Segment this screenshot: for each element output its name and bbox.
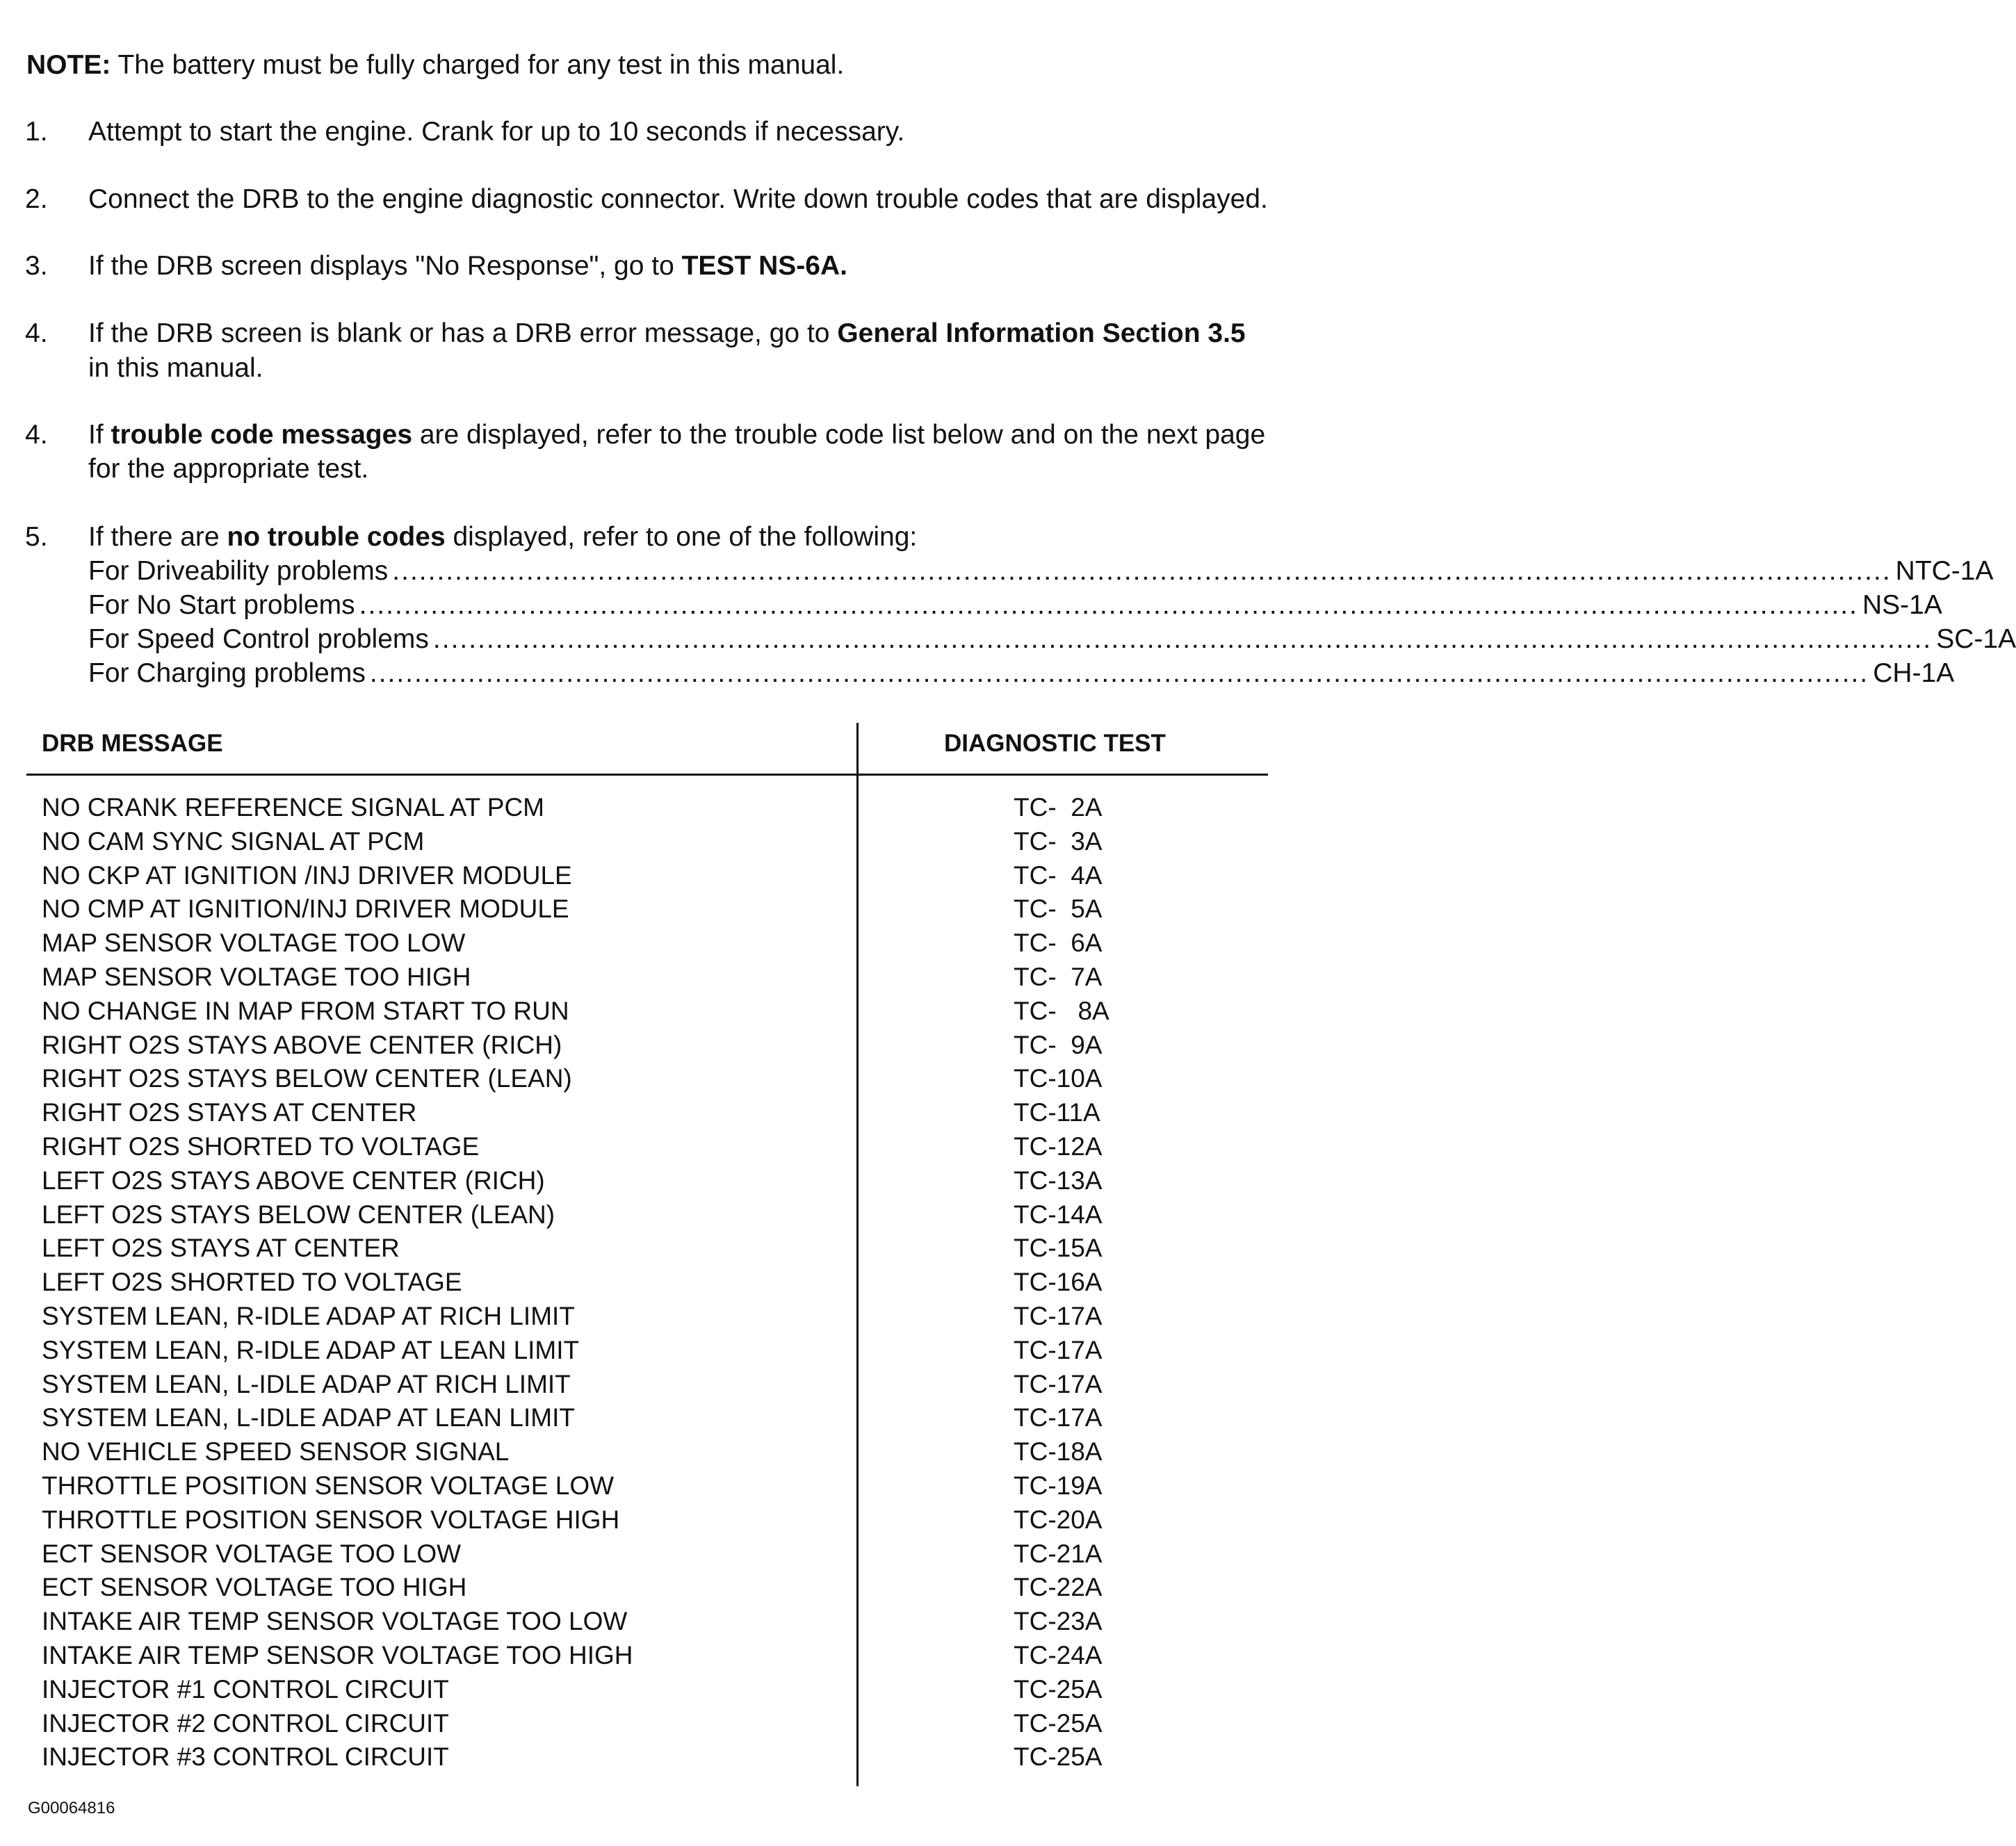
table-body (0, 794, 1329, 1778)
row-message: INJECTOR #1 CONTROL CIRCUIT (42, 1674, 449, 1704)
row-test: TC-19A (1014, 1471, 1103, 1500)
row-test: TC-25A (1014, 1742, 1103, 1772)
leader-dots: ........................................................................................................................................................................ (369, 658, 1869, 688)
row-test: TC- 3A (1014, 826, 1103, 856)
ref-label: For Driveability problems (88, 556, 389, 586)
table-row (0, 998, 1329, 1032)
table-row (0, 1710, 1329, 1745)
table-row (0, 1337, 1329, 1371)
ref-label: For Charging problems (88, 658, 366, 688)
step-text-pre: If there are (88, 522, 227, 552)
row-test: TC-14A (1014, 1200, 1103, 1229)
row-message: SYSTEM LEAN, R-IDLE ADAP AT RICH LIMIT (42, 1301, 575, 1330)
row-message: THROTTLE POSITION SENSOR VOLTAGE LOW (42, 1471, 615, 1500)
row-test: TC-18A (1014, 1437, 1103, 1467)
row-test: TC-25A (1014, 1708, 1103, 1738)
table-row (0, 1405, 1329, 1439)
table-row (0, 1473, 1329, 1507)
table-row (0, 828, 1329, 863)
leader-dots: ........................................................................................................................................................................ (432, 624, 1933, 654)
row-message: RIGHT O2S STAYS ABOVE CENTER (RICH) (42, 1030, 562, 1059)
leader-dots: ........................................................................................................................................................................ (359, 590, 1858, 620)
step-text-bold: TEST NS-6A. (681, 251, 847, 281)
row-test: TC- 2A (1014, 793, 1103, 822)
note-text: The battery must be fully charged for any test in this manual. (111, 50, 845, 80)
table-row (0, 1235, 1329, 1269)
ref-driveability (88, 556, 1994, 586)
step-text (88, 320, 1246, 347)
row-test: TC- 4A (1014, 860, 1103, 890)
table-row (0, 860, 1329, 897)
ref-code: NS-1A (1862, 590, 1942, 620)
row-test: TC- 8A (1014, 996, 1109, 1025)
ref-no-start (88, 590, 1942, 620)
table-row (0, 1202, 1329, 1236)
row-message: NO CHANGE IN MAP FROM START TO RUN (42, 996, 569, 1025)
step-text-post: displayed, refer to one of the following: (445, 522, 918, 552)
row-test: TC-20A (1014, 1505, 1103, 1534)
step-text-post: are displayed, refer to the trouble code list below and on the next page (412, 420, 1266, 450)
table-row (0, 1269, 1329, 1303)
table-row (0, 1100, 1329, 1134)
row-message: NO CKP AT IGNITION /INJ DRIVER MODULE (42, 860, 572, 890)
ref-code: NTC-1A (1895, 556, 1994, 586)
step-text (88, 523, 917, 550)
row-message: LEFT O2S STAYS ABOVE CENTER (RICH) (42, 1166, 545, 1195)
table-row (0, 1168, 1329, 1202)
row-message: INJECTOR #2 CONTROL CIRCUIT (42, 1708, 449, 1738)
row-message: INJECTOR #3 CONTROL CIRCUIT (42, 1742, 449, 1772)
step-text-line2: for the appropriate test. (88, 454, 369, 484)
table-row (0, 1608, 1329, 1642)
row-message: NO CMP AT IGNITION/INJ DRIVER MODULE (42, 895, 569, 924)
row-test: TC- 9A (1014, 1030, 1103, 1059)
row-test: TC-23A (1014, 1607, 1103, 1636)
row-message: INTAKE AIR TEMP SENSOR VOLTAGE TOO LOW (42, 1607, 628, 1636)
row-test: TC- 5A (1014, 895, 1103, 924)
table-row (0, 1134, 1329, 1168)
row-test: TC-22A (1014, 1573, 1103, 1602)
note (26, 51, 844, 79)
table-row (0, 1439, 1329, 1473)
step-text-bold: trouble code messages (111, 420, 413, 450)
row-test: TC-25A (1014, 1674, 1103, 1704)
row-message: SYSTEM LEAN, R-IDLE ADAP AT LEAN LIMIT (42, 1335, 580, 1364)
step-number: 1. (25, 117, 48, 147)
table-row (0, 1032, 1329, 1066)
step-text: Attempt to start the engine. Crank for up to 10 seconds if necessary. (88, 117, 905, 147)
header-drb-message: DRB MESSAGE (42, 730, 223, 757)
step-text-bold: General Information Section 3.5 (837, 318, 1246, 348)
table-row (0, 1642, 1329, 1676)
ref-label: For No Start problems (88, 590, 355, 620)
table-row (0, 1303, 1329, 1337)
row-message: NO CRANK REFERENCE SIGNAL AT PCM (42, 793, 544, 822)
note-label: NOTE: (26, 50, 111, 80)
row-test: TC- 7A (1014, 962, 1103, 991)
table-row (0, 930, 1329, 964)
row-test: TC-24A (1014, 1640, 1103, 1669)
row-message: LEFT O2S SHORTED TO VOLTAGE (42, 1268, 462, 1297)
step-text-pre: If the DRB screen is blank or has a DRB error message, go to (88, 318, 838, 348)
row-message: LEFT O2S STAYS BELOW CENTER (LEAN) (42, 1200, 555, 1229)
step-text-bold: no trouble codes (227, 522, 446, 552)
row-message: LEFT O2S STAYS AT CENTER (42, 1234, 400, 1263)
row-test: TC-17A (1014, 1369, 1103, 1398)
step-text-pre: If the DRB screen displays "No Response", go to (88, 251, 682, 281)
row-message: ECT SENSOR VOLTAGE TOO LOW (42, 1539, 462, 1568)
step-number: 4. (25, 318, 48, 348)
ref-charging (88, 658, 1955, 688)
table-row (0, 1507, 1329, 1541)
figure-id: G00064816 (28, 1799, 115, 1818)
row-message: ECT SENSOR VOLTAGE TOO HIGH (42, 1573, 467, 1602)
row-test: TC-21A (1014, 1539, 1103, 1568)
table-row (0, 794, 1329, 828)
row-test: TC-10A (1014, 1064, 1103, 1093)
step-text-pre: If (88, 420, 111, 450)
table-row (0, 964, 1329, 998)
table-row (0, 1541, 1329, 1575)
table-row (0, 1676, 1329, 1710)
step-number: 3. (25, 251, 48, 281)
row-test: TC-11A (1014, 1098, 1100, 1127)
row-test: TC-17A (1014, 1301, 1103, 1330)
row-message: INTAKE AIR TEMP SENSOR VOLTAGE TOO HIGH (42, 1640, 633, 1669)
row-message: MAP SENSOR VOLTAGE TOO HIGH (42, 962, 471, 991)
row-test: TC-17A (1014, 1403, 1103, 1432)
row-message: NO CAM SYNC SIGNAL AT PCM (42, 826, 425, 856)
row-message: RIGHT O2S STAYS BELOW CENTER (LEAN) (42, 1064, 572, 1093)
row-message: NO VEHICLE SPEED SENSOR SIGNAL (42, 1437, 510, 1467)
ref-label: For Speed Control problems (88, 624, 429, 654)
row-test: TC-17A (1014, 1335, 1103, 1364)
ref-speed-control (88, 624, 2016, 654)
step-text: Connect the DRB to the engine diagnostic connector. Write down trouble codes that are displayed. (88, 184, 1268, 214)
step-text (88, 421, 1265, 448)
row-message: SYSTEM LEAN, L-IDLE ADAP AT RICH LIMIT (42, 1369, 571, 1398)
step-text-line2: in this manual. (88, 353, 263, 383)
row-message: MAP SENSOR VOLTAGE TOO LOW (42, 929, 466, 958)
row-test: TC-16A (1014, 1268, 1103, 1297)
row-message: RIGHT O2S STAYS AT CENTER (42, 1098, 417, 1127)
row-test: TC-13A (1014, 1166, 1103, 1195)
table-row (0, 1065, 1329, 1100)
table-row (0, 1744, 1329, 1778)
row-message: RIGHT O2S SHORTED TO VOLTAGE (42, 1132, 480, 1161)
header-divider (26, 774, 1268, 776)
ref-code: SC-1A (1936, 624, 2016, 654)
row-test: TC-12A (1014, 1132, 1103, 1161)
table-row (0, 896, 1329, 930)
step-number: 4. (25, 420, 48, 450)
row-test: TC- 6A (1014, 929, 1103, 958)
header-diagnostic-test: DIAGNOSTIC TEST (944, 730, 1166, 757)
table-row (0, 1574, 1329, 1608)
ref-code: CH-1A (1873, 658, 1955, 688)
step-number: 2. (25, 184, 48, 214)
step-text (88, 252, 847, 279)
row-test: TC-15A (1014, 1234, 1103, 1263)
leader-dots: ........................................................................................................................................................................ (392, 556, 1892, 586)
row-message: SYSTEM LEAN, L-IDLE ADAP AT LEAN LIMIT (42, 1403, 575, 1432)
row-message: THROTTLE POSITION SENSOR VOLTAGE HIGH (42, 1505, 620, 1534)
step-number: 5. (25, 522, 48, 552)
table-row (0, 1371, 1329, 1405)
